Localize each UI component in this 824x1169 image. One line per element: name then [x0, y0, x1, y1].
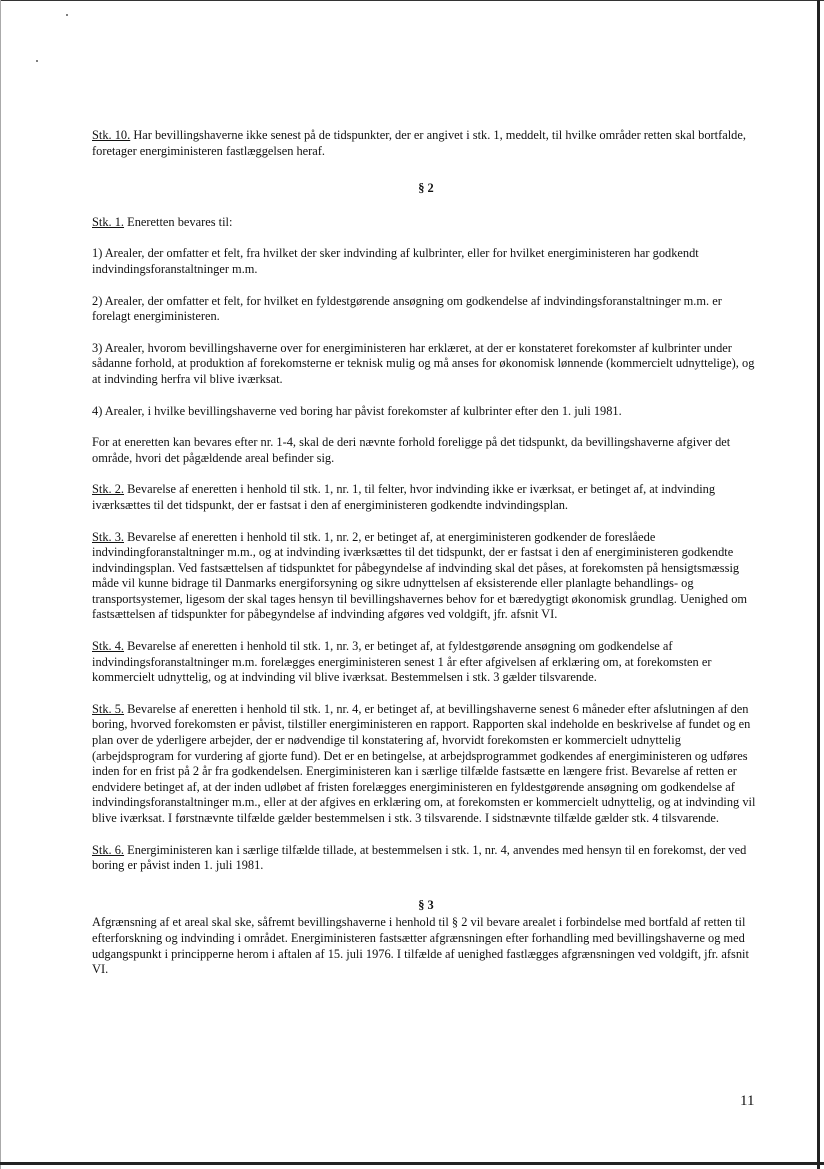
paragraph-stk-5 — [92, 702, 760, 827]
paragraph-item-4: 4) Arealer, i hvilke bevillingshaverne ved boring har påvist forekomster af kulbrinter efter den 1. juli 1981. — [92, 403, 622, 418]
stk-label: Stk. 1. — [92, 214, 125, 229]
stk-label: Stk. 3. — [92, 529, 125, 544]
scan-border-bottom — [0, 1162, 824, 1165]
stk-label: Stk. 10. — [92, 128, 131, 142]
stk-label: Stk. 6. — [92, 842, 125, 857]
scan-border-top — [0, 0, 824, 1]
scan-speck — [66, 14, 68, 16]
stk-label: Stk. 5. — [92, 701, 125, 716]
document-body — [92, 128, 760, 994]
page-number: 11 — [740, 1093, 755, 1109]
paragraph-item-3: 3) Arealer, hvorom bevillingshaverne over for energiministeren har erklæret, at der er konstateret forekomster af kulbrinter under sådanne forhold, at produktion af forekomsterne er teknisk mulig og må anses for økonomisk lønnende (kommercielt udnyttelige), og at indvinding herfra vil blive iværksat. — [92, 340, 755, 386]
scan-border-left — [0, 0, 1, 1169]
paragraph-stk-1 — [92, 215, 760, 231]
paragraph-text: Bevarelse af eneretten i henhold til stk. 1, nr. 4, er betinget af, at bevillingshaverne senest 6 måneder efter afslutningen af den boring, hvorved forekomsten er påvist, tilstiller energiministeren en rapport. Rapporten skal indeholde en beskrivelse af fundet og en plan over de yderligere arbejder, der er nødvendige til konstatering af, hvorvidt forekomsten er kommercielt udnyttelig (arbejdsprogram for vurdering af gjorte fund). Det er en betingelse, at arbejdsprogrammet godkendes af energiministeren og udføres inden for en frist på 2 år fra godkendelsen. Energiministeren kan i særlige tilfælde fastsætte en længere frist. Bevarelse af retten er endvidere betinget af, at der inden udløbet af fristen forelægges energiministeren en fyldestgørende ansøgning om godkendelse af indvindingsforanstaltninger m.m., eller at der afgives en erklæring om, at forekomsten er kommercielt udnyttelig, og at indvinding vil blive iværksat. I førstnævnte tilfælde gælder bestemmelsen i stk. 3 tilsvarende. I sidstnævnte tilfælde gælder stk. 4 tilsvarende. — [92, 701, 756, 825]
scan-border-right — [817, 0, 820, 1169]
paragraph-text: Bevarelse af eneretten i henhold til stk. 1, nr. 1, til felter, hvor indvinding ikke er iværksat, er betinget af, at indvinding iværksættes til det tidspunkt, der er fastsat i den af energiministeren godkendte indvindingsplan. — [92, 482, 716, 512]
paragraph-item-2: 2) Arealer, der omfatter et felt, for hvilket en fyldestgørende ansøgning om godkendelse af indvindingsforanstaltninger m.m. er forelagt energiministeren. — [92, 293, 722, 324]
section-heading-2: § 2 — [418, 181, 434, 196]
paragraph-text: Energiministeren kan i særlige tilfælde tillade, at bestemmelsen i stk. 1, nr. 4, anvendes med hensyn til en forekomst, der ved boring er påvist inden 1. juli 1981. — [92, 842, 747, 873]
paragraph-text: Bevarelse af eneretten i henhold til stk. 1, nr. 2, er betinget af, at energiministeren godkender de foreslåede indvindingforanstaltninger m.m., og at indvinding iværksættes til det tidspunkt, der er fastsat i den af energiministeren godkendte indvindingsplan. Ved fastsættelsen af tidspunktet for påbegyndelse af indvinding skal det påses, at forekomsten på hensigtsmæssig måde vil kunne bidrage til Danmarks energiforsyning og sikre udnyttelsen af eksisterende eller planlagte behandlings- og transportsystemer, ligesom der skal tages hensyn til bevillingshavernes behov for et bæredygtigt økonomisk grundlag. Uenighed om fastsættelsen af tidspunkter for påbegyndelse af indvinding afgøres ved voldgift, jfr. afsnit VI. — [92, 529, 748, 622]
paragraph-item-1: 1) Arealer, der omfatter et felt, fra hvilket der sker indvinding af kulbrinter, eller for hvilket energiministeren har godkendt indvindingsforanstaltninger m.m. — [92, 246, 699, 276]
stk-label: Stk. 4. — [92, 639, 125, 654]
paragraph-afgraensning: Afgrænsning af et areal skal ske, såfremt bevillingshaverne i henhold til § 2 vil bevare arealet i forbindelse med bortfald af retten til efterforskning og indvinding i området. Energiministeren fastsætter afgrænsningen efter forhandling med bevillingshaverne og med udgangspunkt i principperne herom i aftalen af 15. juli 1976. I tilfælde af uenighed fastlægges afgrænsningen ved voldgift, jfr. afsnit VI. — [92, 915, 749, 977]
stk-label: Stk. 2. — [92, 482, 125, 497]
paragraph-text: Har bevillingshaverne ikke senest på de tidspunkter, der er angivet i stk. 1, meddelt, til hvilke områder retten skal bortfalde, foretager energiministeren fastlæggelsen heraf. — [92, 128, 746, 158]
paragraph-stk-4 — [92, 639, 760, 686]
paragraph-bevares: For at eneretten kan bevares efter nr. 1-4, skal de deri nævnte forhold foreligge på det tidspunkt, da bevillingshaverne afgiver det område, hvori det pågældende areal befinder sig. — [92, 435, 731, 465]
paragraph-text: Eneretten bevares til: — [124, 214, 233, 229]
paragraph-stk-3 — [92, 530, 760, 624]
paragraph-text: Bevarelse af eneretten i henhold til stk. 1, nr. 3, er betinget af, at fyldestgørende ansøgning om godkendelse af indvindingsforanstaltninger m.m. forelægges energiministeren senest 1 år efter afgivelsen af erklæring om, at forekomsten er kommercielt udnyttelig, og at indvinding vil blive iværksat. Bestemmelsen i stk. 3 gælder tilsvarende. — [92, 639, 712, 685]
paragraph-stk-10 — [92, 128, 760, 159]
paragraph-stk-6 — [92, 843, 760, 874]
scan-speck — [36, 60, 38, 62]
paragraph-stk-2 — [92, 482, 760, 513]
section-heading-3: § 3 — [418, 897, 434, 912]
